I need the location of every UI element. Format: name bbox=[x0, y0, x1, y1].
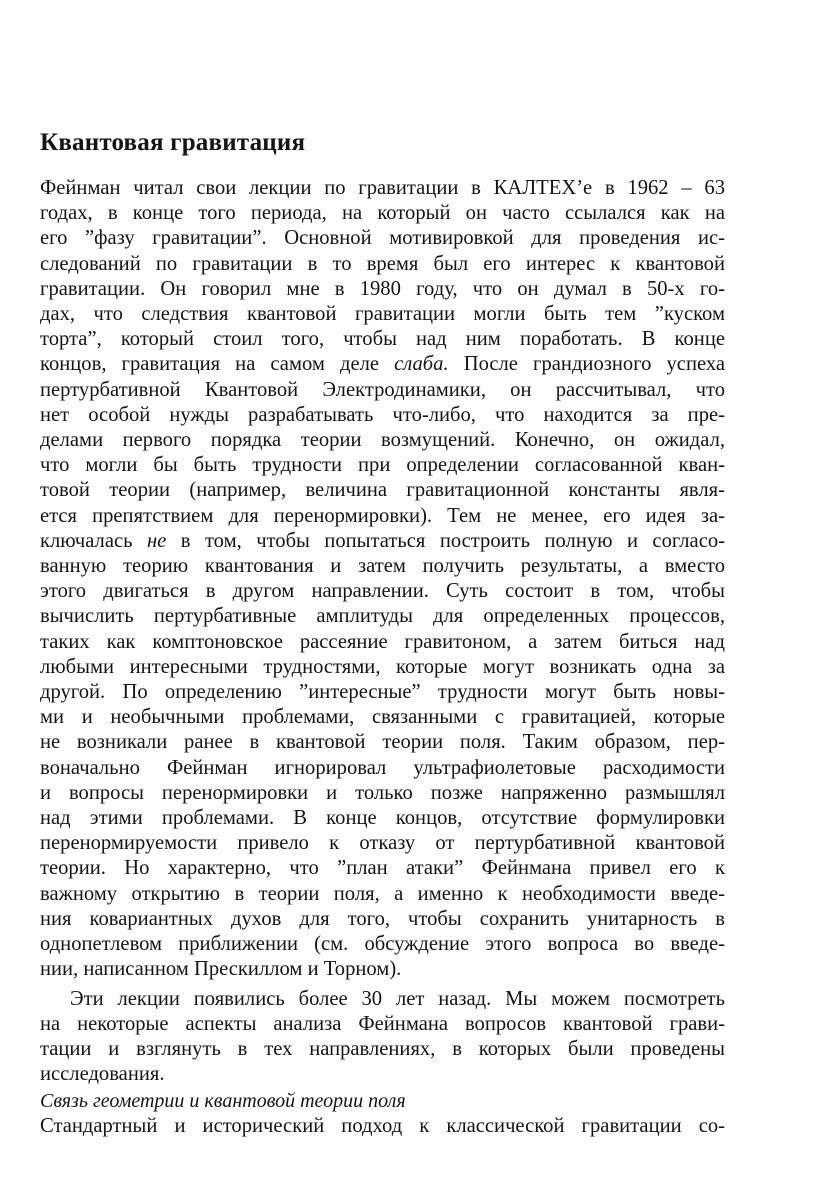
text-line: дах, что следствия квантовой гравитации могли быть тем ”куском bbox=[40, 303, 725, 326]
text-line: вычислить пертурбативные амплитуды для определенных процессов, bbox=[40, 605, 725, 628]
text-line: важному открытию в теории поля, а именно к необходимости введе- bbox=[40, 882, 725, 905]
text-line: что могли бы быть трудности при определении согласованной кван- bbox=[40, 454, 725, 477]
text-line: товой теории (например, величина гравитационной константы явля- bbox=[40, 479, 725, 502]
text-line: годах, в конце того периода, на который он часто ссылался как на bbox=[40, 202, 725, 225]
text-line: перенормируемости привело к отказу от пертурбативной квантовой bbox=[40, 832, 725, 855]
text-line: Эти лекции появились более 30 лет назад. Мы можем посмотреть bbox=[70, 987, 725, 1010]
text-line: другой. По определению ”интересные” трудности могут быть новы- bbox=[40, 681, 725, 704]
text-line: однопетлевом приближении (см. обсуждение этого вопроса во введе- bbox=[40, 933, 725, 956]
text-line: Стандартный и исторический подход к классической гравитации со- bbox=[40, 1115, 725, 1138]
subsection-heading: Связь геометрии и квантовой теории поля bbox=[40, 1090, 406, 1113]
text-line: ми и необычными проблемами, связанными с гравитацией, которые bbox=[40, 706, 725, 729]
text-line: таких как комптоновское рассеяние гравитоном, а затем биться над bbox=[40, 630, 725, 653]
text-line: ния ковариантных духов для того, чтобы сохранить унитарность в bbox=[40, 907, 725, 930]
text-line: теории. Но характерно, что ”план атаки” Фейнмана привел его к bbox=[40, 857, 725, 880]
text-line: Фейнман читал свои лекции по гравитации в КАЛТЕХ’е в 1962 – 63 bbox=[40, 177, 725, 199]
page bbox=[40, 128, 725, 1140]
text-line: нии, написанном Прескиллом и Торном). bbox=[40, 958, 402, 981]
text-line: над этими проблемами. В конце концов, отсутствие формулировки bbox=[40, 807, 725, 830]
text-line: любыми интересными трудностями, которые могут возникать одна за bbox=[40, 655, 725, 678]
section-heading: Квантовая гравитация bbox=[40, 129, 306, 156]
text-line: исследования. bbox=[40, 1063, 165, 1086]
text-line: ванную теорию квантования и затем получить результаты, а вместо bbox=[40, 555, 725, 578]
paragraph-2 bbox=[40, 987, 725, 1088]
text-line: делами первого порядка теории возмущений. Конечно, он ожидал, bbox=[40, 429, 725, 452]
text-line: ется препятствием для перенормировки). Тем не менее, его идея за- bbox=[40, 504, 725, 527]
text-line: на некоторые аспекты анализа Фейнмана вопросов квантовой грави- bbox=[40, 1012, 725, 1035]
text-line: тации и взглянуть в тех направлениях, в которых были проведены bbox=[40, 1037, 725, 1060]
text-line: следований по гравитации в то время был его интерес к квантовой bbox=[40, 252, 725, 275]
text-line: нет особой нужды разрабатывать что-либо, что находится за пре- bbox=[40, 403, 725, 426]
text-line: и вопросы перенормировки и только позже напряженно размышлял bbox=[40, 781, 725, 804]
text-line: не возникали ранее в квантовой теории поля. Таким образом, пер- bbox=[40, 731, 725, 754]
text-line: воначально Фейнман игнорировал ультрафиолетовые расходимости bbox=[40, 756, 725, 779]
text-line: концов, гравитация на самом деле слаба. После грандиозного успеха bbox=[40, 353, 725, 376]
paragraph-1 bbox=[40, 176, 725, 983]
text-line: ключалась не в том, чтобы попытаться построить полную и согласо- bbox=[40, 529, 725, 552]
text-line: торта”, который стоил того, чтобы над ним поработать. В конце bbox=[40, 328, 725, 351]
text-line: гравитации. Он говорил мне в 1980 году, что он думал в 50-х го- bbox=[40, 277, 725, 300]
paragraph-3 bbox=[40, 1114, 725, 1139]
text-line: его ”фазу гравитации”. Основной мотивировкой для проведения ис- bbox=[40, 227, 725, 250]
text-line: этого двигаться в другом направлении. Суть состоит в том, чтобы bbox=[40, 580, 725, 603]
text-line: пертурбативной Квантовой Электродинамики, он рассчитывал, что bbox=[40, 378, 725, 401]
